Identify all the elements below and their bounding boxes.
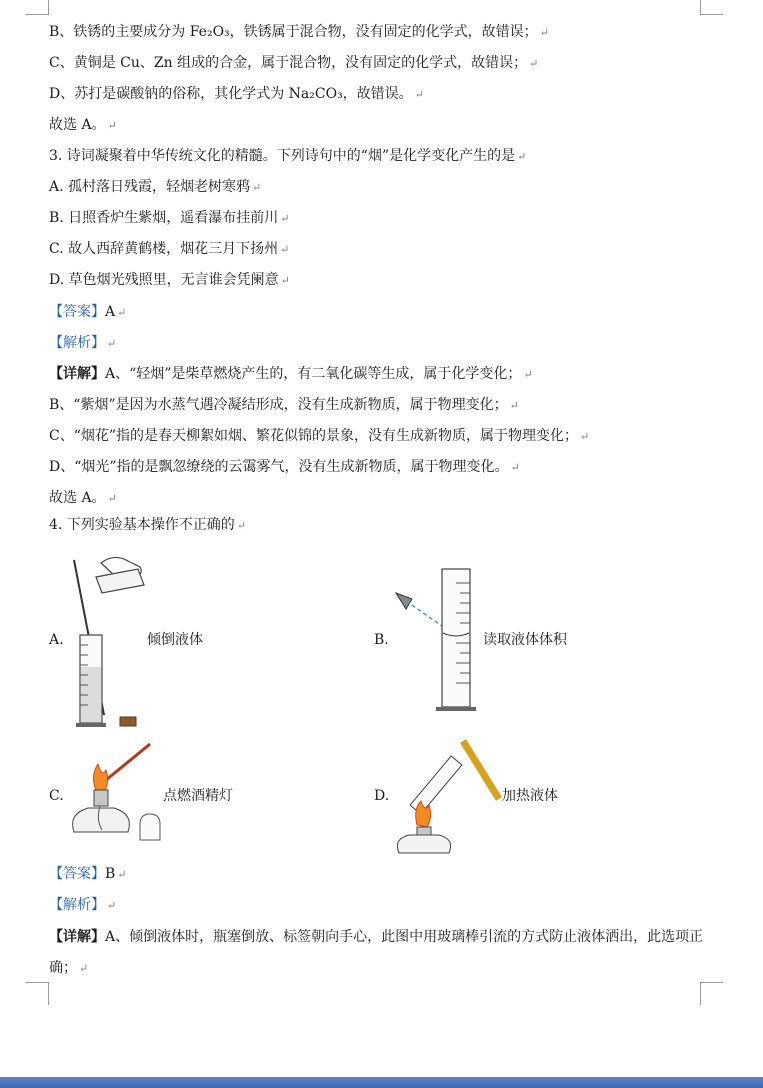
figure-lighting-lamp — [66, 740, 166, 850]
figure-reading-volume — [392, 563, 482, 715]
answer-3: 【答案】A ↵ — [49, 304, 127, 320]
detail-4a-cont: 确； ↵ — [49, 960, 89, 976]
detail-3a: 【详解】A、“轻烟”是柴草燃烧产生的，有二氧化碳等生成，属于化学变化； ↵ — [49, 366, 533, 382]
option-4d-letter: D. — [374, 788, 390, 804]
option-3a: A. 孤村落日残霞，轻烟老树寒鸦 ↵ — [49, 179, 262, 195]
crop-mark-bottom-left — [26, 982, 49, 1005]
question-3: 3. 诗词凝聚着中华传统文化的精髓。下列诗句中的“烟”是化学变化产生的是 ↵ — [49, 148, 527, 164]
line-4: 故选 A。 ↵ — [49, 117, 117, 133]
choice-3: 故选 A。 ↵ — [49, 490, 117, 506]
line-1: B、铁锈的主要成分为 Fe₂O₃，铁锈属于混合物，没有固定的化学式，故错误； ↵ — [49, 24, 549, 40]
answer-4: 【答案】B ↵ — [49, 866, 127, 882]
detail-3c: C、“烟花”指的是春天柳絮如烟、繁花似锦的景象，没有生成新物质，属于物理变化； ↵ — [49, 428, 590, 444]
detail-4a: 【详解】A、倾倒液体时，瓶塞倒放、标签朝向手心，此图中用玻璃棒引流的方式防止液体洒出，此选项正 — [49, 929, 704, 945]
detail-3b: B、“紫烟”是因为水蒸气遇冷凝结形成，没有生成新物质，属于物理变化； ↵ — [49, 397, 519, 413]
taskbar-strip — [0, 1077, 763, 1088]
question-4: 4. 下列实验基本操作不正确的 ↵ — [49, 517, 247, 533]
option-4c-letter: C. — [49, 788, 64, 804]
figure-pouring-liquid — [66, 555, 156, 730]
analysis-4: 【解析】 ↵ — [49, 897, 117, 913]
option-4b-label: 读取液体体积 — [483, 632, 567, 648]
line-3: D、苏打是碳酸钠的俗称，其化学式为 Na₂CO₃，故错误。 ↵ — [49, 86, 424, 102]
option-3c: C. 故人西辞黄鹤楼，烟花三月下扬州 ↵ — [49, 241, 290, 257]
crop-mark-top-left — [26, 0, 49, 15]
analysis-3: 【解析】 ↵ — [49, 335, 117, 351]
line-2: C、黄铜是 Cu、Zn 组成的合金，属于混合物，没有固定的化学式，故错误； ↵ — [49, 55, 539, 71]
figure-heating-liquid — [393, 735, 503, 855]
option-3b: B. 日照香炉生紫烟，遥看瀑布挂前川 ↵ — [49, 210, 290, 226]
crop-mark-bottom-right — [700, 982, 723, 1005]
crop-mark-top-right — [700, 0, 723, 15]
option-4b-letter: B. — [374, 632, 389, 648]
option-3d: D. 草色烟光残照里，无言谁会凭阑意 ↵ — [49, 272, 290, 288]
detail-3d: D、“烟光”指的是飘忽缭绕的云霭雾气，没有生成新物质，属于物理变化。 ↵ — [49, 459, 520, 475]
option-4a-letter: A. — [49, 632, 64, 648]
option-4d-label: 加热液体 — [502, 788, 558, 804]
option-4a-label: 倾倒液体 — [147, 632, 203, 648]
option-4c-label: 点燃酒精灯 — [163, 788, 233, 804]
